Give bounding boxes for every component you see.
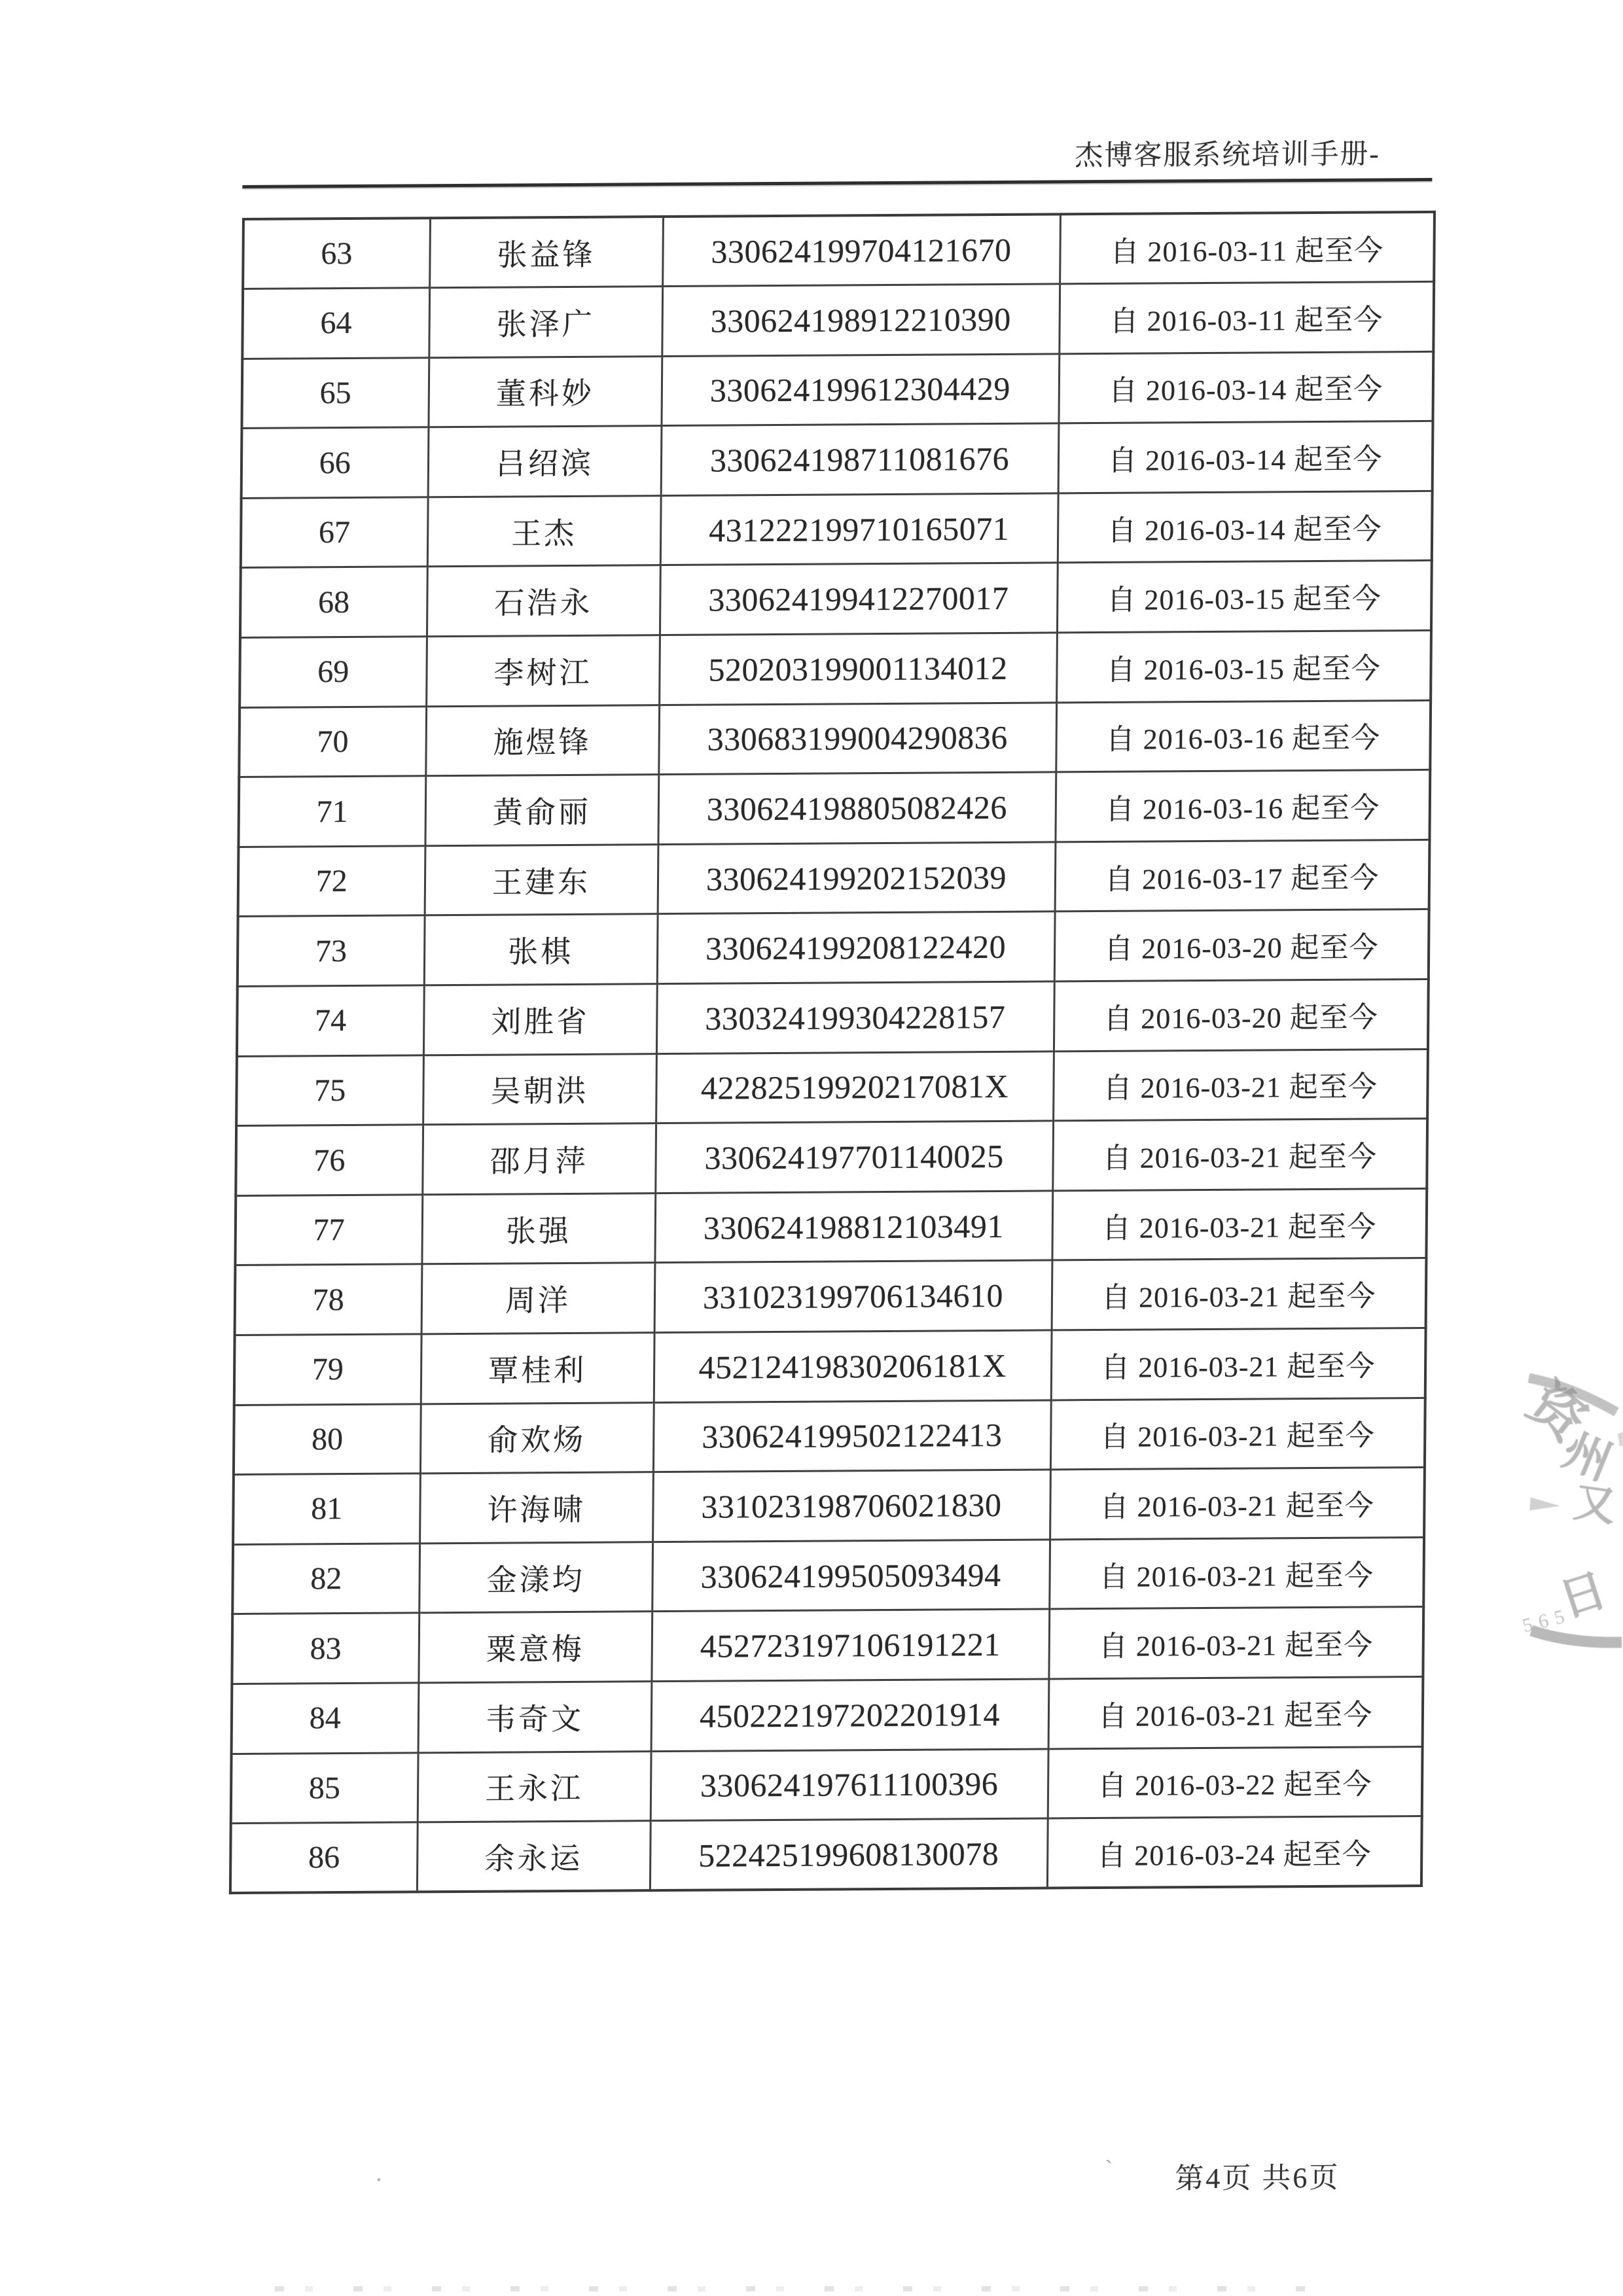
- cell-id-number: 330624198711081676: [661, 423, 1059, 495]
- cell-period: 自 2016-03-21 起至今: [1052, 1188, 1427, 1260]
- cell-id-number: 330624197611100396: [651, 1749, 1048, 1821]
- cell-period: 自 2016-03-21 起至今: [1048, 1676, 1423, 1748]
- document-header-title: 杰博客服系统培训手册-: [1075, 139, 1380, 172]
- cell-id-number: 431222199710165071: [660, 493, 1058, 565]
- cell-id-number: 330624199612304429: [661, 354, 1059, 426]
- cell-row-number: 83: [232, 1613, 419, 1684]
- cell-period: 自 2016-03-16 起至今: [1056, 700, 1431, 772]
- cell-period: 自 2016-03-15 起至今: [1057, 561, 1432, 633]
- stamp-glyph-3: 又: [1571, 1478, 1619, 1531]
- cell-id-number: 520203199001134012: [659, 633, 1057, 705]
- page-number-indicator: 第4页 共6页: [1175, 2161, 1340, 2195]
- cell-period: 自 2016-03-24 起至今: [1047, 1816, 1422, 1888]
- cell-period: 自 2016-03-21 起至今: [1052, 1119, 1427, 1191]
- cell-name: 王杰: [427, 495, 661, 567]
- cell-id-number: 330624199412270017: [660, 563, 1058, 635]
- table-row: [240, 630, 1431, 707]
- stamp-digits: 565: [1520, 1604, 1573, 1637]
- cell-period: 自 2016-03-21 起至今: [1053, 1049, 1428, 1121]
- cell-row-number: 71: [238, 776, 425, 847]
- cell-name: 俞欢炀: [420, 1402, 654, 1474]
- cell-name: 许海啸: [419, 1472, 653, 1544]
- cell-id-number: 452723197106191221: [651, 1609, 1049, 1681]
- table-row: [235, 1258, 1427, 1335]
- table-row: [242, 281, 1434, 359]
- cell-id-number: 330624199704121670: [662, 214, 1060, 286]
- cell-name: 余永运: [417, 1821, 651, 1892]
- table-row: [230, 1816, 1422, 1894]
- scan-artifact-tick: `: [1105, 2156, 1113, 2181]
- cell-period: 自 2016-03-21 起至今: [1048, 1607, 1423, 1679]
- cell-name: 粟意梅: [418, 1612, 652, 1683]
- cell-id-number: 522425199608130078: [650, 1818, 1048, 1890]
- table-row: [238, 770, 1430, 847]
- cell-period: 自 2016-03-15 起至今: [1056, 630, 1431, 702]
- cell-id-number: 330324199304228157: [656, 981, 1054, 1053]
- cell-id-number: 330624199208122420: [657, 911, 1055, 983]
- cell-name: 邵月萍: [422, 1123, 656, 1195]
- cell-name: 施煜锋: [425, 705, 659, 776]
- cell-id-number: 330624198812103491: [654, 1191, 1052, 1263]
- table-row: [241, 491, 1433, 568]
- cell-row-number: 67: [241, 497, 428, 568]
- cell-name: 韦奇文: [418, 1682, 652, 1753]
- cell-period: 自 2016-03-17 起至今: [1055, 839, 1430, 911]
- cell-row-number: 66: [241, 427, 429, 498]
- cell-row-number: 85: [231, 1752, 418, 1823]
- roster-table: [229, 211, 1436, 1895]
- cell-row-number: 74: [237, 985, 424, 1056]
- cell-period: 自 2016-03-21 起至今: [1049, 1537, 1424, 1609]
- cell-name: 金漾均: [419, 1542, 652, 1613]
- stamp-glyph-2: 州: [1556, 1423, 1619, 1491]
- cell-name: 吕绍滨: [428, 426, 662, 497]
- cell-id-number: 330624199505093494: [652, 1540, 1050, 1612]
- cell-name: 董科妙: [428, 356, 662, 427]
- table-row: [231, 1746, 1423, 1824]
- cell-name: 李树江: [426, 635, 660, 707]
- cell-row-number: 69: [240, 637, 427, 707]
- cell-period: 自 2016-03-21 起至今: [1052, 1258, 1427, 1330]
- cell-row-number: 80: [234, 1404, 421, 1474]
- table-row: [234, 1328, 1426, 1405]
- table-row: [239, 700, 1431, 777]
- stamp-glyph-1: 资: [1516, 1371, 1597, 1454]
- cell-period: 自 2016-03-21 起至今: [1050, 1468, 1425, 1540]
- cell-row-number: 76: [236, 1125, 423, 1195]
- cell-id-number: 450222197202201914: [651, 1679, 1049, 1751]
- table-row: [243, 212, 1435, 289]
- cell-name: 张泽广: [429, 287, 662, 358]
- table-row: [236, 1119, 1427, 1196]
- cell-name: 覃桂利: [421, 1333, 654, 1404]
- cell-row-number: 86: [230, 1822, 418, 1893]
- cell-id-number: 330624198805082426: [658, 772, 1056, 844]
- table-row: [235, 1188, 1427, 1265]
- cell-period: 自 2016-03-14 起至今: [1058, 421, 1433, 493]
- cell-period: 自 2016-03-20 起至今: [1054, 979, 1429, 1051]
- cell-period: 自 2016-03-11 起至今: [1059, 281, 1434, 353]
- cell-id-number: 330624197701140025: [655, 1121, 1053, 1193]
- table-row: [238, 839, 1430, 917]
- table-row: [238, 910, 1429, 987]
- cell-id-number: 330624199502122413: [653, 1400, 1051, 1472]
- cell-name: 周洋: [421, 1263, 655, 1334]
- scan-artifact-dot: [377, 2178, 380, 2181]
- cell-name: 张棋: [424, 914, 658, 985]
- header-divider-rule: [242, 178, 1432, 188]
- cell-row-number: 77: [235, 1195, 422, 1265]
- table-row: [232, 1676, 1423, 1754]
- cell-id-number: 330624198912210390: [662, 284, 1060, 356]
- table-row: [236, 1049, 1428, 1126]
- cell-id-number: 45212419830206181X: [654, 1330, 1052, 1402]
- table-row: [237, 979, 1429, 1056]
- cell-row-number: 64: [242, 288, 429, 359]
- roster-table-body: [230, 212, 1435, 1893]
- table-row: [241, 421, 1433, 499]
- cell-row-number: 84: [232, 1683, 419, 1754]
- cell-id-number: 330624199202152039: [658, 842, 1056, 914]
- cell-period: 自 2016-03-11 起至今: [1060, 212, 1435, 284]
- cell-row-number: 68: [240, 567, 427, 637]
- scan-edge-noise: [275, 2286, 1322, 2291]
- cell-period: 自 2016-03-16 起至今: [1055, 770, 1430, 842]
- cell-row-number: 78: [235, 1264, 422, 1335]
- table-row: [233, 1468, 1425, 1545]
- cell-period: 自 2016-03-21 起至今: [1051, 1328, 1426, 1400]
- cell-row-number: 79: [234, 1334, 421, 1405]
- cell-name: 王永江: [418, 1751, 651, 1822]
- cell-row-number: 81: [233, 1474, 420, 1544]
- cell-id-number: 331023199706134610: [654, 1260, 1052, 1332]
- cell-period: 自 2016-03-22 起至今: [1048, 1746, 1423, 1818]
- cell-id-number: 331023198706021830: [652, 1470, 1050, 1542]
- cell-period: 自 2016-03-21 起至今: [1050, 1398, 1425, 1470]
- cell-name: 刘胜省: [423, 984, 657, 1055]
- cell-period: 自 2016-03-14 起至今: [1058, 351, 1433, 423]
- cell-row-number: 63: [243, 218, 430, 289]
- cell-id-number: 42282519920217081X: [656, 1051, 1054, 1123]
- cell-period: 自 2016-03-14 起至今: [1058, 491, 1433, 563]
- stamp-glyph-4: 日: [1553, 1564, 1613, 1627]
- cell-row-number: 70: [239, 706, 426, 777]
- cell-row-number: 75: [236, 1055, 423, 1125]
- cell-row-number: 72: [238, 846, 425, 917]
- cell-name: 张强: [421, 1193, 655, 1264]
- table-row: [232, 1607, 1423, 1684]
- cell-name: 张益锋: [429, 217, 663, 288]
- cell-id-number: 330683199004290836: [658, 703, 1056, 775]
- table-row: [234, 1398, 1425, 1475]
- cell-period: 自 2016-03-20 起至今: [1054, 910, 1429, 981]
- cell-row-number: 73: [238, 915, 425, 986]
- cell-name: 石浩永: [427, 565, 660, 637]
- table-row: [241, 351, 1433, 429]
- table-row: [232, 1537, 1424, 1614]
- cell-row-number: 82: [232, 1544, 419, 1614]
- cell-name: 王建东: [425, 844, 658, 915]
- cell-name: 黄俞丽: [425, 775, 658, 846]
- cell-name: 吴朝洪: [423, 1053, 656, 1125]
- cell-row-number: 65: [241, 357, 429, 428]
- table-row: [240, 561, 1432, 638]
